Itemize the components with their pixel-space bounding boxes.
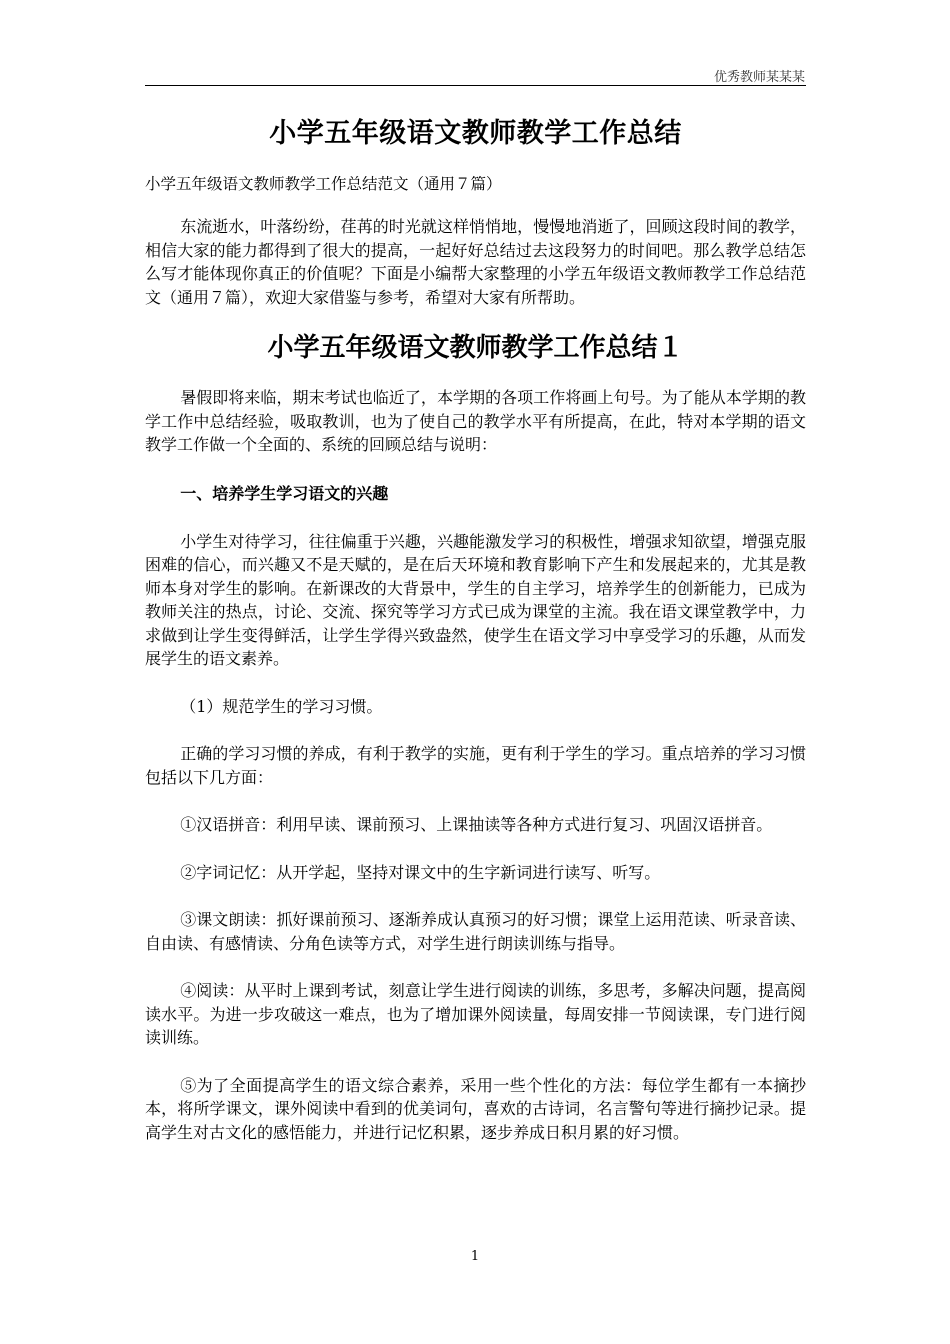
document-body: [145, 100, 806, 1144]
paragraph: 暑假即将来临，期末考试也临近了，本学期的各项工作将画上句号。为了能从本学期的教学工作中总结经验，吸取教训，也为了使自己的教学水平有所提高，在此，特对本学期的语文教学工作做一个全面的、系统的回顾总结与说明：: [145, 388, 806, 454]
list-item: ④阅读：从平时上课到考试，刻意让学生进行阅读的训练，多思考，多解决问题，提高阅读水平。为进一步攻破这一难点，也为了增加课外阅读量，每周安排一节阅读课，专门进行阅读训练。: [145, 981, 806, 1047]
document-title: 小学五年级语文教师教学工作总结: [269, 118, 682, 149]
list-item: ⑤为了全面提高学生的语文综合素养，采用一些个性化的方法：每位学生都有一本摘抄本，将所学课文，课外阅读中看到的优美词句，喜欢的古诗词，名言警句等进行摘抄记录。提高学生对古文化的感悟能力，并进行记忆积累，逐步养成日积月累的好习惯。: [145, 1075, 806, 1142]
paragraph: 小学生对待学习，往往偏重于兴趣，兴趣能激发学习的积极性，增强求知欲望，增强克服困难的信心，而兴趣又不是天赋的，是在后天环境和教育影响下产生和发展起来的，尤其是教师本身对学生的影响。在新课改的大背景中，学生的自主学习，培养学生的创新能力，已成为教师关注的热点，讨论、交流、探究等学习方式已成为课堂的主流。我在语文课堂教学中，力求做到让学生变得鲜活，让学生学得兴致盎然，使学生在语文学习中享受学习的乐趣，从而发展学生的语文素养。: [145, 531, 806, 668]
section-title: 小学五年级语文教师教学工作总结１: [267, 333, 684, 363]
header-divider: [145, 85, 806, 86]
list-item: ②字词记忆：从开学起，坚持对课文中的生字新词进行读写、听写。: [180, 862, 661, 882]
list-item: ③课文朗读：抓好课前预习、逐渐养成认真预习的好习惯；课堂上运用范读、听录音读、自由读、有感情读、分角色读等方式，对学生进行朗读训练与指导。: [145, 910, 806, 953]
list-item: ①汉语拼音：利用早读、课前预习、上课抽读等各种方式进行复习、巩固汉语拼音。: [180, 815, 773, 834]
page-number: 1: [470, 1249, 480, 1264]
list-heading: （1）规范学生的学习习惯。: [180, 696, 383, 716]
paragraph: 正确的学习习惯的养成，有利于教学的实施，更有利于学生的学习。重点培养的学习习惯包括以下几方面：: [145, 744, 806, 787]
running-header: 优秀教师某某某: [713, 70, 805, 85]
document-subtitle: 小学五年级语文教师教学工作总结范文（通用７篇）: [145, 175, 502, 193]
intro-paragraph: 东流逝水，叶落纷纷，荏苒的时光就这样悄悄地，慢慢地消逝了，回顾这段时间的教学，相信大家的能力都得到了很大的提高，一起好好总结过去这段努力的时间吧。那么教学总结怎么写才能体现你真正的价值呢？下面是小编帮大家整理的小学五年级语文教师教学工作总结范文（通用７篇），欢迎大家借鉴与参考，希望对大家有所帮助。: [145, 217, 806, 307]
subsection-heading: 一、培养学生学习语文的兴趣: [180, 483, 389, 503]
